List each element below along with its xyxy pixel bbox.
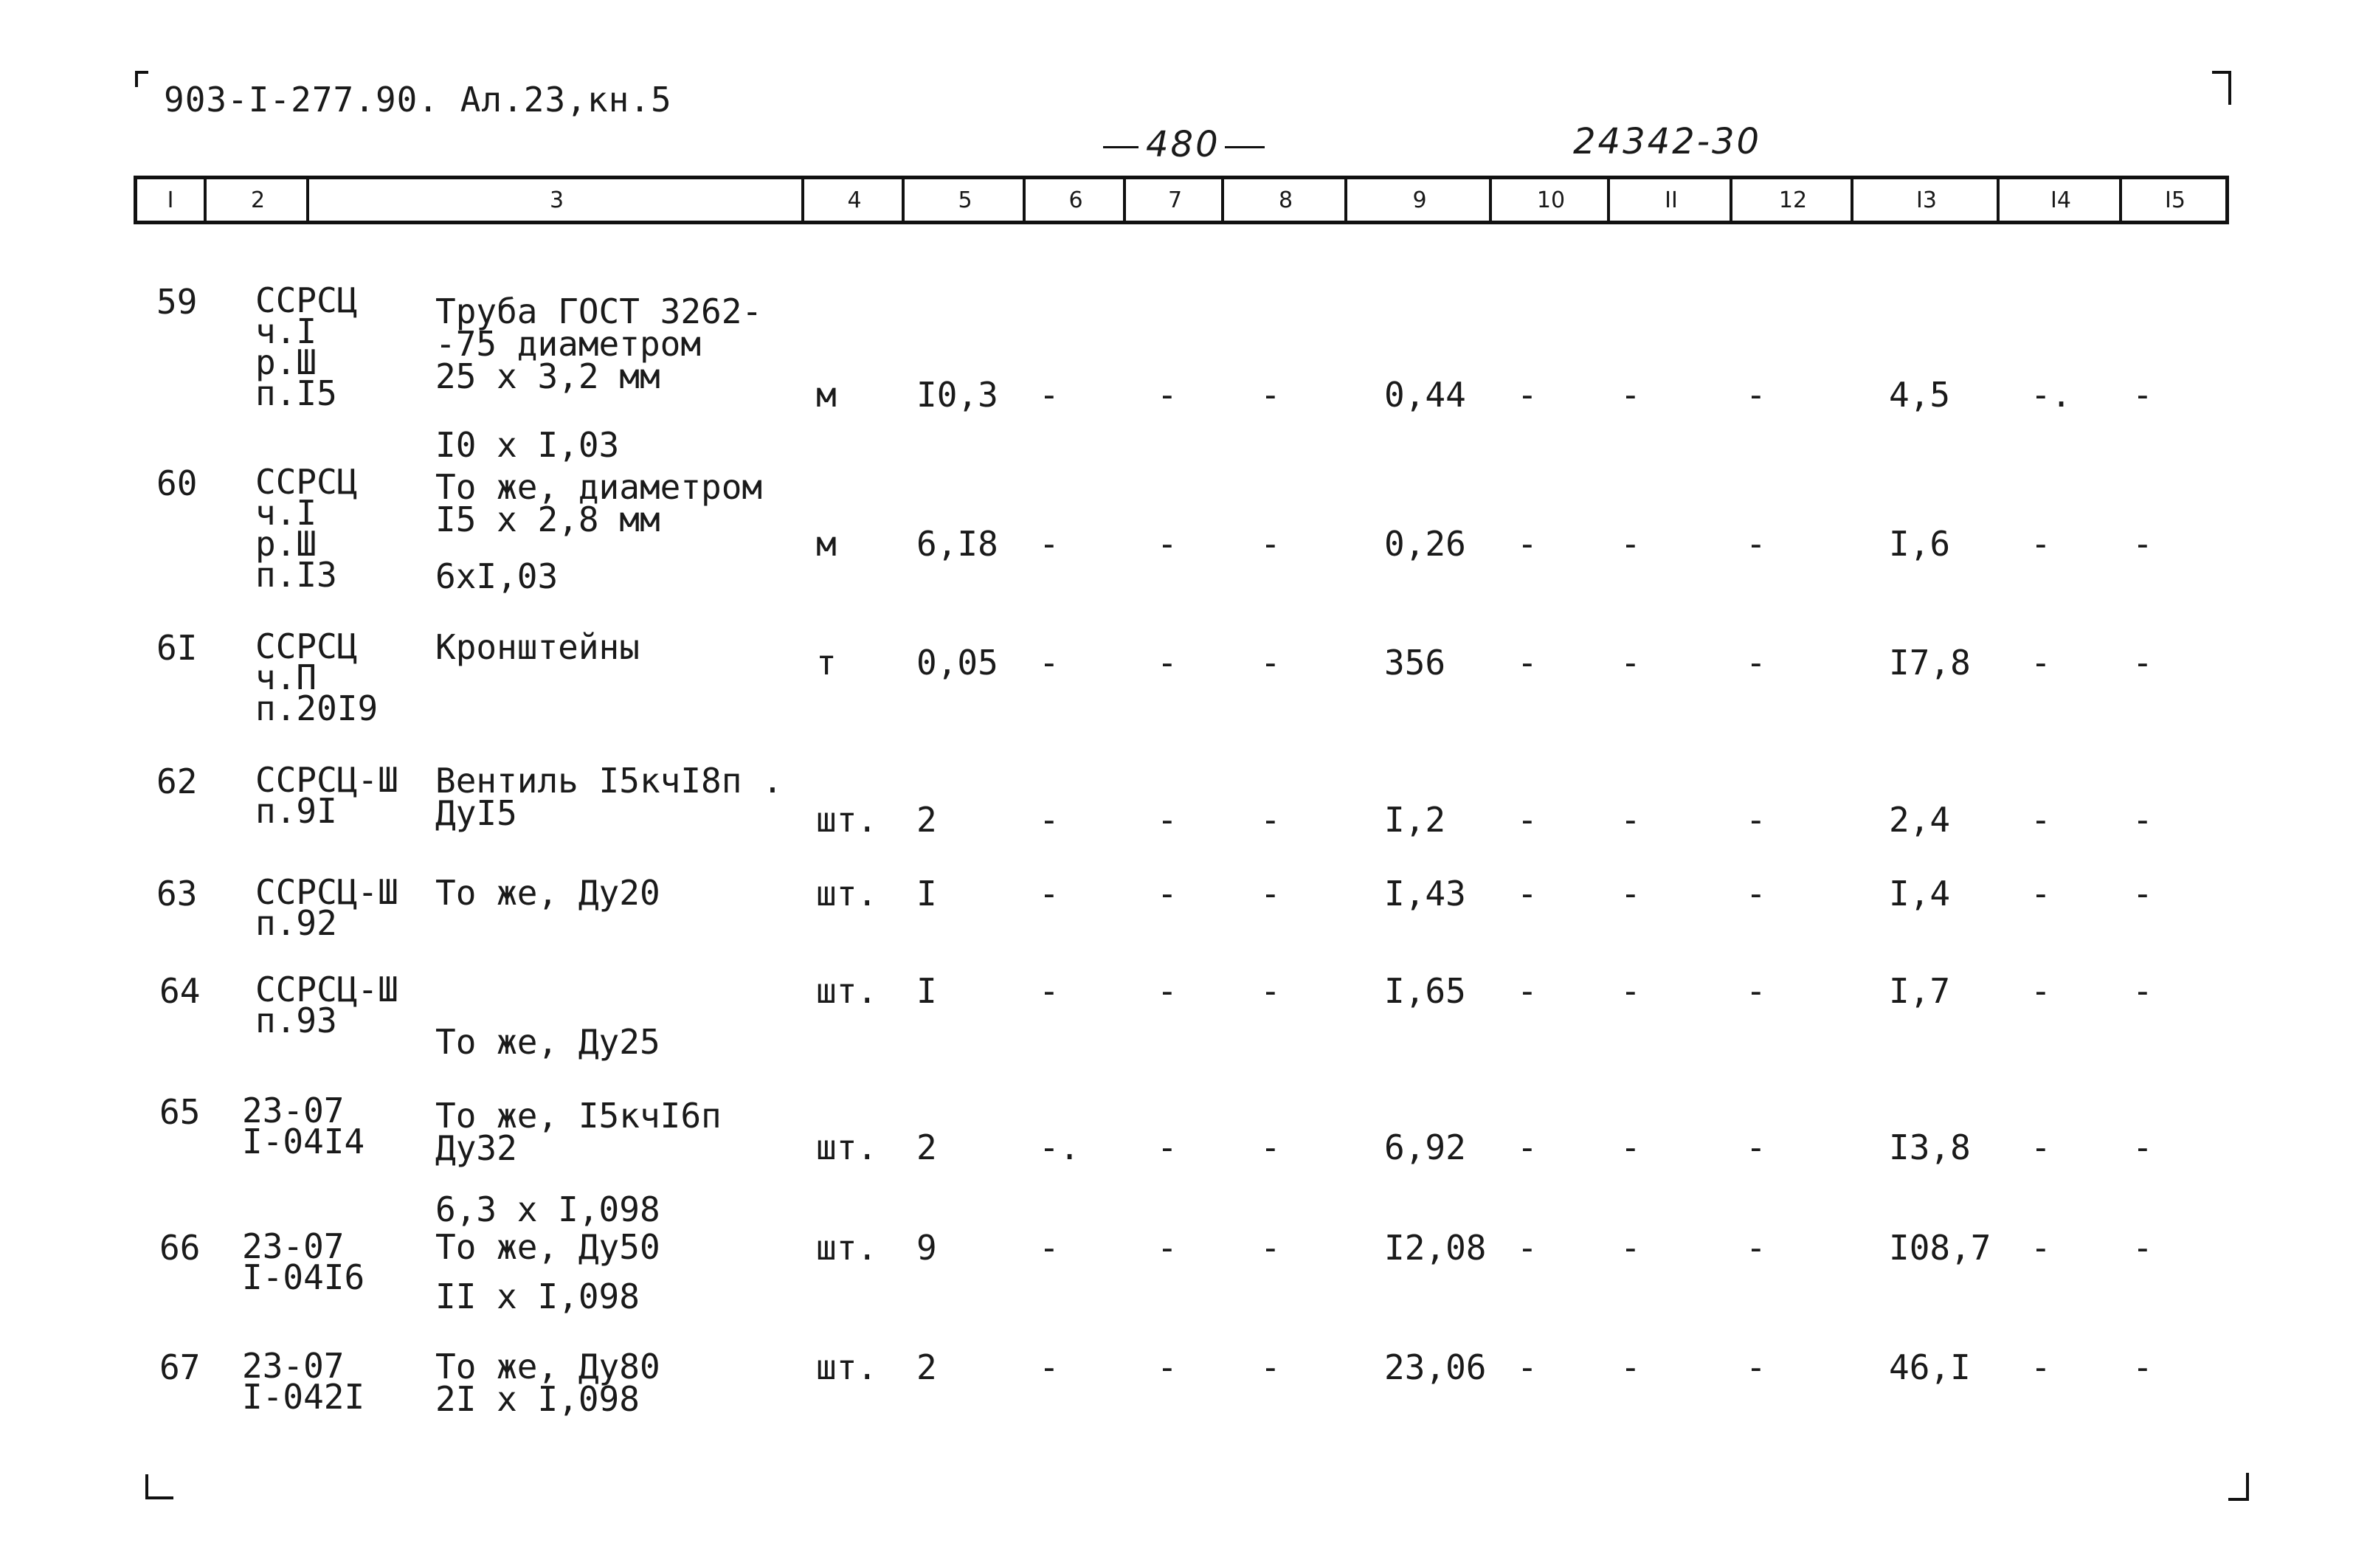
row-c9: I,65 bbox=[1384, 971, 1466, 1011]
row-c6: - bbox=[1039, 800, 1060, 840]
row-c11: - bbox=[1620, 1127, 1641, 1167]
row-c10: - bbox=[1517, 800, 1538, 840]
row-c9: 0,44 bbox=[1384, 375, 1466, 415]
row-quantity: 2 bbox=[916, 800, 937, 840]
column-header-10: 10 bbox=[1489, 179, 1610, 221]
row-quantity: 6,I8 bbox=[916, 524, 998, 564]
column-header-4: 4 bbox=[801, 179, 905, 221]
row-c11: - bbox=[1620, 800, 1641, 840]
row-c11: - bbox=[1620, 971, 1641, 1011]
row-name: То же, Ду20 bbox=[435, 873, 660, 913]
column-header-9: 9 bbox=[1344, 179, 1492, 221]
row-c15: - bbox=[2132, 800, 2153, 840]
column-header-14: I4 bbox=[1997, 179, 2122, 221]
row-c13: 2,4 bbox=[1889, 800, 1951, 840]
corner-mark-bottom-left bbox=[145, 1474, 173, 1499]
row-quantity: I0,3 bbox=[916, 375, 998, 415]
row-number: 62 bbox=[156, 761, 198, 801]
row-number: 63 bbox=[156, 874, 198, 913]
row-code: 23-07 I-04I4 bbox=[242, 1091, 365, 1161]
row-c7: - bbox=[1157, 524, 1178, 564]
row-c15: - bbox=[2132, 874, 2153, 913]
row-note: 6xI,03 bbox=[435, 556, 559, 596]
row-number: 6I bbox=[156, 628, 198, 668]
row-c12: - bbox=[1746, 1347, 1766, 1387]
row-c13: I,6 bbox=[1889, 524, 1951, 564]
corner-mark-top-right bbox=[2212, 71, 2231, 105]
row-c9: I,2 bbox=[1384, 800, 1446, 840]
row-c15: - bbox=[2132, 1228, 2153, 1268]
corner-mark-top-left bbox=[135, 71, 148, 87]
row-c10: - bbox=[1517, 1127, 1538, 1167]
row-c8: - bbox=[1260, 524, 1281, 564]
row-c7: - bbox=[1157, 1228, 1178, 1268]
column-header-3: 3 bbox=[306, 179, 804, 221]
row-c6: - bbox=[1039, 971, 1060, 1011]
column-header-1: I bbox=[167, 187, 174, 213]
row-number: 67 bbox=[159, 1347, 201, 1387]
row-number: 59 bbox=[156, 282, 198, 322]
row-note: I0 x I,03 bbox=[435, 425, 620, 465]
row-code: ССРСЦ-Ш п.93 bbox=[255, 970, 398, 1040]
row-c10: - bbox=[1517, 1347, 1538, 1387]
row-code: ССРСЦ ч.I р.Ш п.I3 bbox=[255, 462, 358, 595]
row-c6: - bbox=[1039, 874, 1060, 913]
row-c11: - bbox=[1620, 524, 1641, 564]
row-c11: - bbox=[1620, 1347, 1641, 1387]
row-c14: - bbox=[2031, 971, 2051, 1011]
row-c12: - bbox=[1746, 1127, 1766, 1167]
row-name: Вентиль I5кчI8п . ДуI5 bbox=[435, 761, 783, 833]
row-c11: - bbox=[1620, 375, 1641, 415]
row-number: 64 bbox=[159, 971, 201, 1011]
page-number bbox=[1103, 124, 1265, 165]
row-unit: шт. bbox=[816, 874, 878, 913]
row-c12: - bbox=[1746, 1228, 1766, 1268]
row-c7: - bbox=[1157, 971, 1178, 1011]
row-code: ССРСЦ-Ш п.92 bbox=[255, 872, 398, 943]
row-c14: - bbox=[2031, 643, 2051, 683]
column-header-7: 7 bbox=[1123, 179, 1224, 221]
row-unit: шт. bbox=[816, 1347, 878, 1387]
row-unit: шт. bbox=[816, 1127, 878, 1167]
column-header-row bbox=[134, 176, 2229, 224]
row-c12: - bbox=[1746, 643, 1766, 683]
row-c10: - bbox=[1517, 1228, 1538, 1268]
row-c10: - bbox=[1517, 375, 1538, 415]
row-code: 23-07 I-042I bbox=[242, 1346, 365, 1417]
row-quantity: I bbox=[916, 971, 937, 1011]
document-id: 903-I-277.90. Ал.23,кн.5 bbox=[164, 80, 672, 120]
row-c6: - bbox=[1039, 524, 1060, 564]
row-c7: - bbox=[1157, 1347, 1178, 1387]
row-c9: I2,08 bbox=[1384, 1228, 1487, 1268]
row-name: То же, Ду25 bbox=[435, 1022, 660, 1062]
row-c13: I7,8 bbox=[1889, 643, 1971, 683]
row-c10: - bbox=[1517, 874, 1538, 913]
row-c15: - bbox=[2132, 971, 2153, 1011]
row-c12: - bbox=[1746, 524, 1766, 564]
row-c13: 46,I bbox=[1889, 1347, 1971, 1387]
row-name: То же, диаметром I5 x 2,8 мм bbox=[435, 467, 763, 539]
row-c10: - bbox=[1517, 643, 1538, 683]
row-c9: 23,06 bbox=[1384, 1347, 1487, 1387]
row-unit: т bbox=[816, 643, 837, 683]
row-c13: 4,5 bbox=[1889, 375, 1951, 415]
column-header-2: 2 bbox=[204, 179, 309, 221]
row-note: 6,3 x I,098 bbox=[435, 1189, 660, 1229]
row-c7: - bbox=[1157, 375, 1178, 415]
row-c7: - bbox=[1157, 1127, 1178, 1167]
column-header-12: 12 bbox=[1730, 179, 1853, 221]
row-c8: - bbox=[1260, 874, 1281, 913]
row-c14: - bbox=[2031, 800, 2051, 840]
row-unit: м bbox=[816, 524, 837, 564]
column-header-6: 6 bbox=[1023, 179, 1126, 221]
row-c12: - bbox=[1746, 800, 1766, 840]
row-c13: I08,7 bbox=[1889, 1228, 1991, 1268]
row-number: 66 bbox=[159, 1228, 201, 1268]
row-c12: - bbox=[1746, 874, 1766, 913]
row-c12: - bbox=[1746, 971, 1766, 1011]
row-c6: -. bbox=[1039, 1127, 1080, 1167]
row-c6: - bbox=[1039, 375, 1060, 415]
row-unit: м bbox=[816, 375, 837, 415]
row-code: ССРСЦ-Ш п.9I bbox=[255, 760, 398, 831]
row-name: То же, I5кчI6п Ду32 bbox=[435, 1096, 722, 1168]
row-c11: - bbox=[1620, 1228, 1641, 1268]
row-code: ССРСЦ ч.П п.20I9 bbox=[255, 626, 379, 728]
row-unit: шт. bbox=[816, 1228, 878, 1268]
row-c8: - bbox=[1260, 800, 1281, 840]
row-c14: - bbox=[2031, 1347, 2051, 1387]
corner-mark-bottom-right bbox=[2228, 1473, 2249, 1501]
column-header-13: I3 bbox=[1851, 179, 2000, 221]
row-c8: - bbox=[1260, 1127, 1281, 1167]
row-c9: I,43 bbox=[1384, 874, 1466, 913]
row-quantity: 2 bbox=[916, 1127, 937, 1167]
row-c14: - bbox=[2031, 524, 2051, 564]
row-c14: - bbox=[2031, 1127, 2051, 1167]
row-c6: - bbox=[1039, 1228, 1060, 1268]
row-c10: - bbox=[1517, 971, 1538, 1011]
row-c9: 6,92 bbox=[1384, 1127, 1466, 1167]
row-c11: - bbox=[1620, 874, 1641, 913]
row-code: 23-07 I-04I6 bbox=[242, 1226, 365, 1297]
row-name: То же, Ду80 2I x I,098 bbox=[435, 1347, 660, 1419]
row-c15: - bbox=[2132, 375, 2153, 415]
row-c8: - bbox=[1260, 1228, 1281, 1268]
row-name: Кронштейны bbox=[435, 627, 640, 667]
row-c14: -. bbox=[2031, 375, 2072, 415]
column-header-11: II bbox=[1607, 179, 1732, 221]
row-code: ССРСЦ ч.I р.Ш п.I5 bbox=[255, 280, 358, 413]
row-c9: 356 bbox=[1384, 643, 1446, 683]
row-c12: - bbox=[1746, 375, 1766, 415]
row-name: Труба ГОСТ 3262- -75 диаметром 25 х 3,2 мм bbox=[435, 291, 763, 396]
row-quantity: 9 bbox=[916, 1228, 937, 1268]
row-c15: - bbox=[2132, 643, 2153, 683]
row-c8: - bbox=[1260, 1347, 1281, 1387]
row-number: 60 bbox=[156, 463, 198, 503]
document-code: 24342-30 bbox=[1573, 121, 1762, 162]
row-c8: - bbox=[1260, 375, 1281, 415]
page-number-dash-left bbox=[1103, 146, 1139, 148]
row-c10: - bbox=[1517, 524, 1538, 564]
column-header-5: 5 bbox=[902, 179, 1026, 221]
row-c8: - bbox=[1260, 971, 1281, 1011]
page-number-dash-right bbox=[1225, 146, 1265, 148]
row-number: 65 bbox=[159, 1092, 201, 1132]
row-c15: - bbox=[2132, 524, 2153, 564]
row-c13: I3,8 bbox=[1889, 1127, 1971, 1167]
row-unit: шт. bbox=[816, 800, 878, 840]
row-c15: - bbox=[2132, 1347, 2153, 1387]
row-c13: I,4 bbox=[1889, 874, 1951, 913]
row-quantity: 2 bbox=[916, 1347, 937, 1387]
row-c6: - bbox=[1039, 1347, 1060, 1387]
row-unit: шт. bbox=[816, 971, 878, 1011]
row-c9: 0,26 bbox=[1384, 524, 1466, 564]
row-c14: - bbox=[2031, 1228, 2051, 1268]
row-c7: - bbox=[1157, 643, 1178, 683]
row-note: II x I,098 bbox=[435, 1277, 640, 1316]
row-quantity: I bbox=[916, 874, 937, 913]
page-number-value: 480 bbox=[1146, 124, 1220, 165]
row-c11: - bbox=[1620, 643, 1641, 683]
column-header-8: 8 bbox=[1221, 179, 1347, 221]
row-c6: - bbox=[1039, 643, 1060, 683]
row-c8: - bbox=[1260, 643, 1281, 683]
row-c7: - bbox=[1157, 874, 1178, 913]
row-c7: - bbox=[1157, 800, 1178, 840]
row-c15: - bbox=[2132, 1127, 2153, 1167]
column-header-15: I5 bbox=[2119, 179, 2228, 221]
row-c13: I,7 bbox=[1889, 971, 1951, 1011]
row-name: То же, Ду50 bbox=[435, 1227, 660, 1267]
row-quantity: 0,05 bbox=[916, 643, 998, 683]
row-c14: - bbox=[2031, 874, 2051, 913]
